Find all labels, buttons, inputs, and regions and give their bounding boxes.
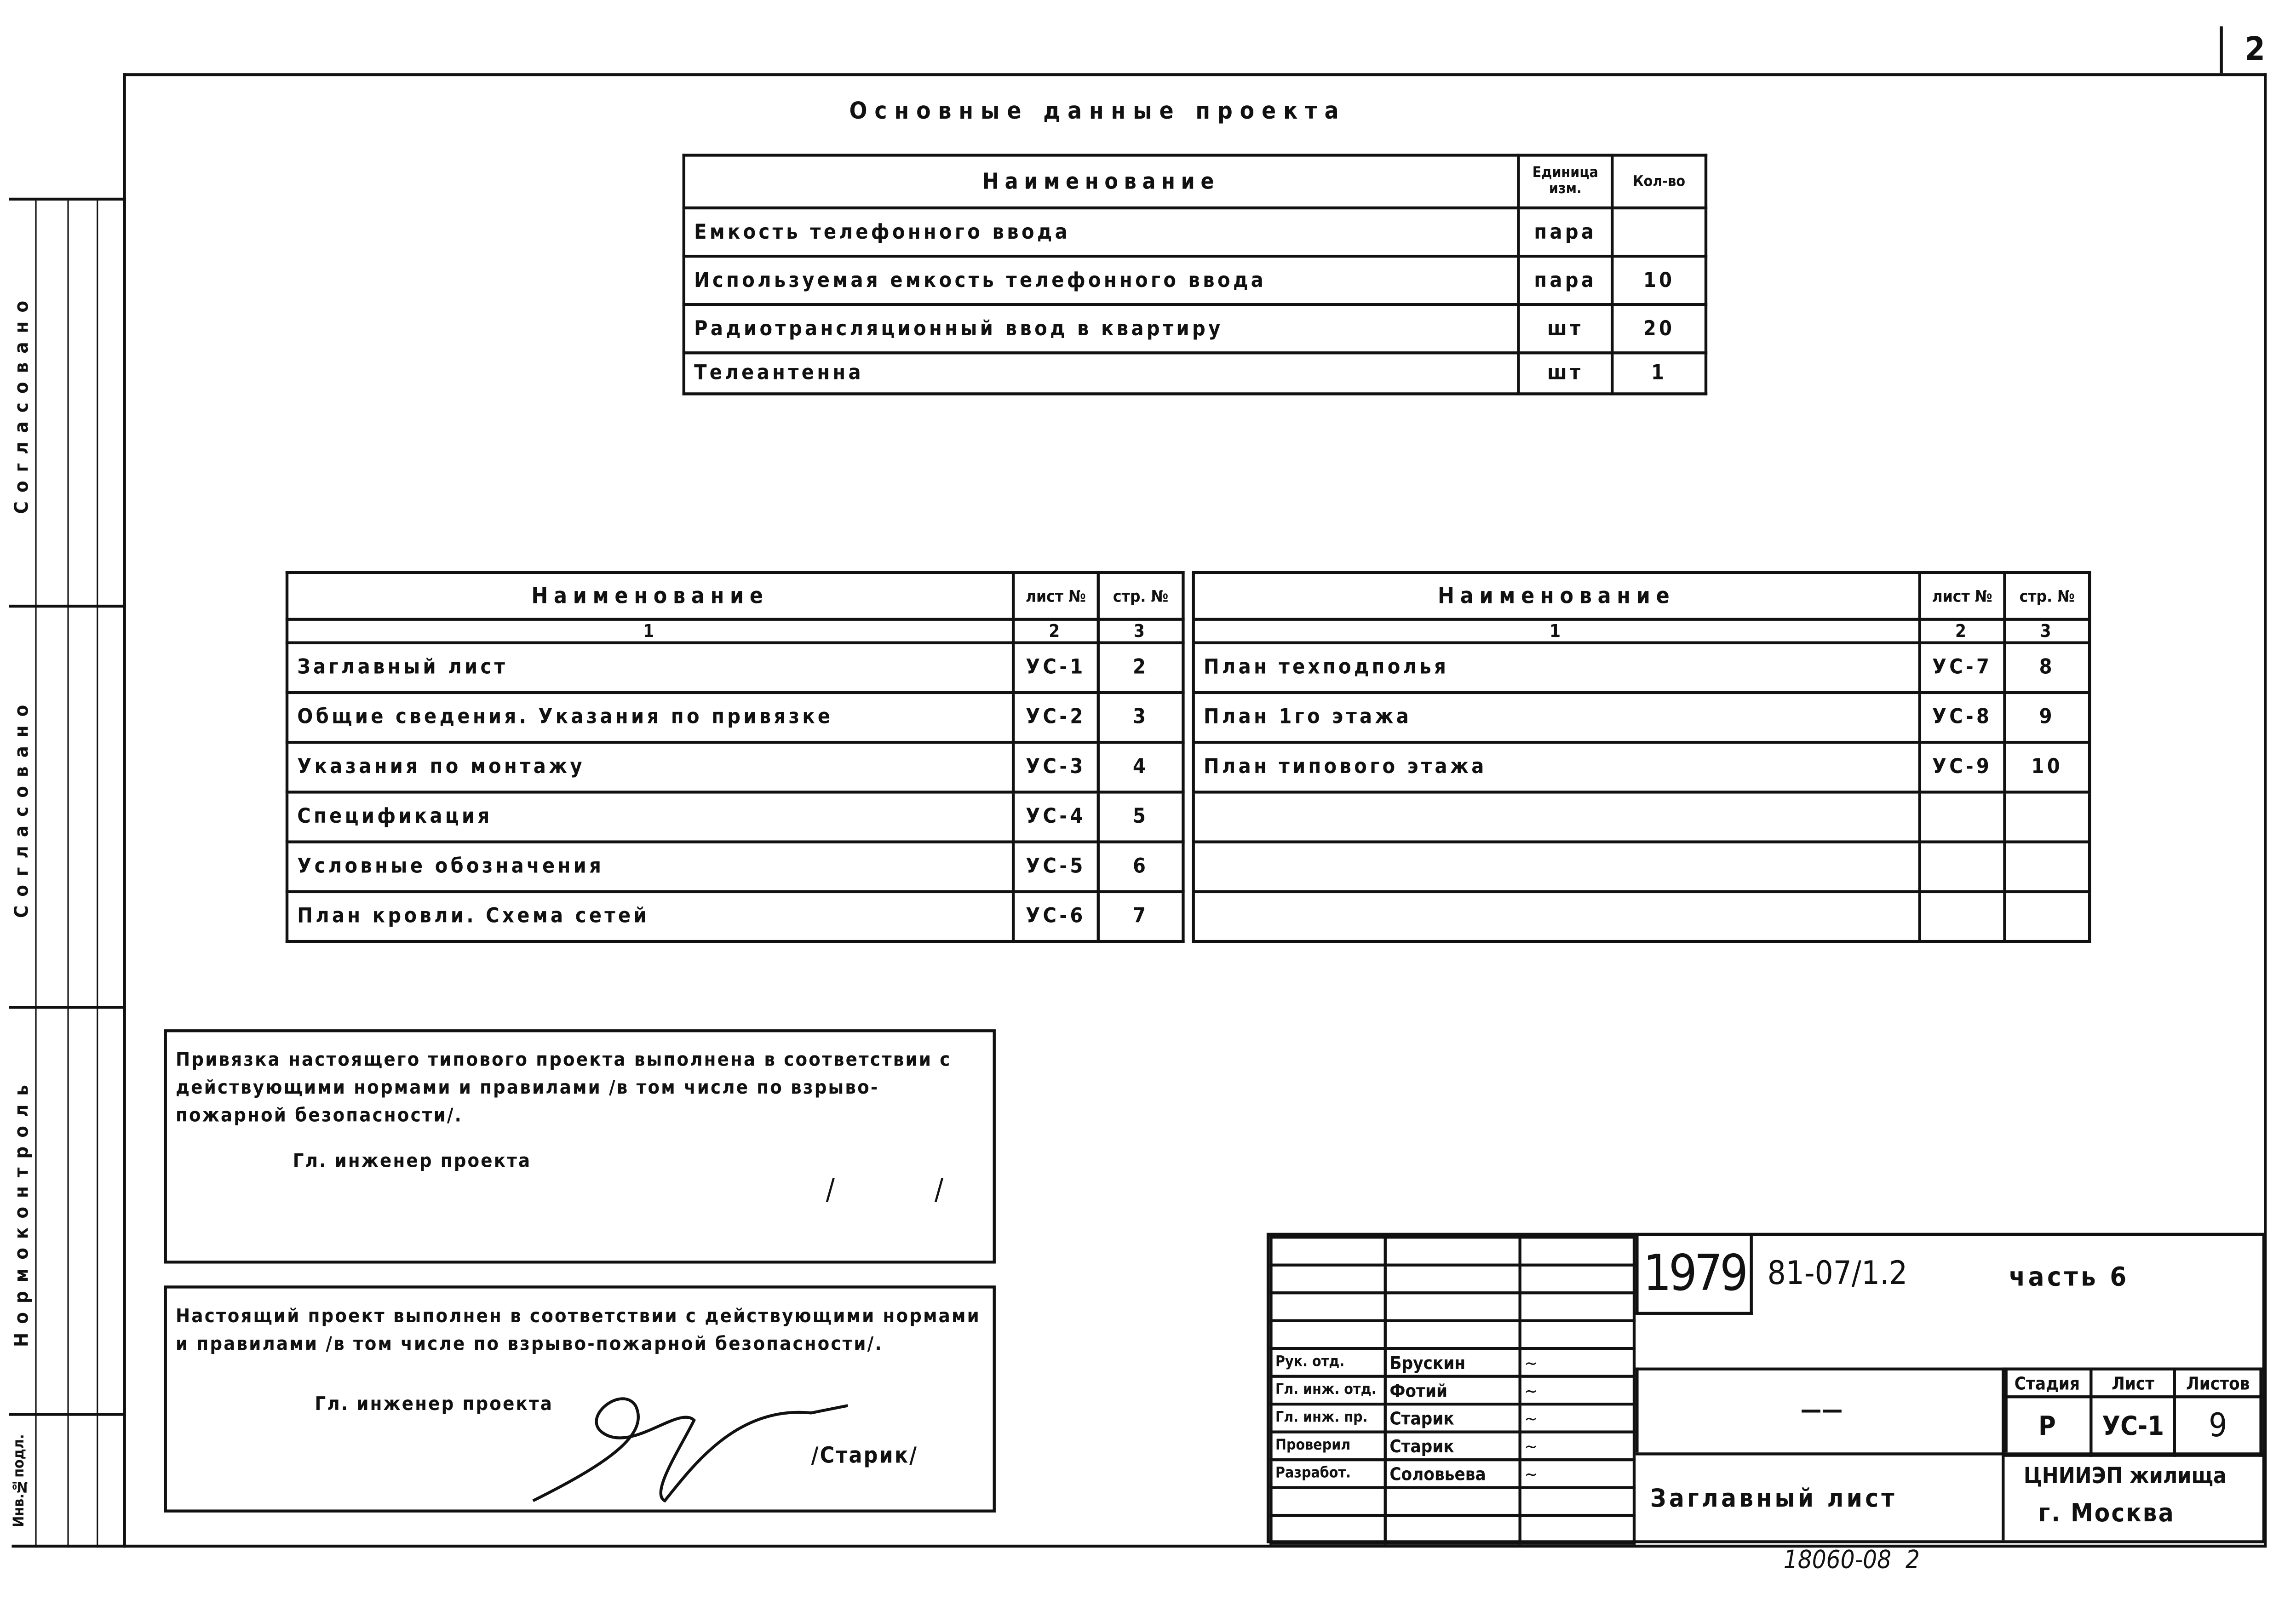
sheet-title: Заглавный лист [1650, 1485, 1898, 1514]
sheet-value: УС-1 [2091, 1397, 2175, 1455]
cell-page: 10 [2004, 742, 2089, 792]
table-row [684, 208, 1706, 256]
table-row [287, 693, 1183, 742]
cell-page: 7 [1098, 892, 1183, 941]
column-number: 3 [2004, 619, 2089, 643]
corner-sheet-number: 2 [2220, 26, 2287, 73]
project-code: 81-07/1.2 [1767, 1256, 1908, 1293]
side-label-agreed-2: Согласовано [11, 695, 34, 918]
role-label: Гл. инж. отд. [1271, 1376, 1385, 1404]
person-name: Брускин [1385, 1348, 1520, 1376]
main-data-table [683, 154, 1708, 395]
side-strip [9, 198, 126, 1548]
cell-name: Общие сведения. Указания по привязке [287, 693, 1013, 742]
cell-page: 5 [1098, 792, 1183, 842]
approval-table [1269, 1236, 1636, 1545]
person-name: Соловьева [1385, 1460, 1520, 1487]
signature-cell: ~ [1520, 1348, 1634, 1376]
cell-name: Указания по монтажу [287, 742, 1013, 792]
cell-name: План техподполья [1194, 643, 1920, 693]
sheets-value: 9 [2175, 1397, 2261, 1455]
role-label: Гл. инж. пр. [1271, 1404, 1385, 1432]
note-binding-signer: Гл. инженер проекта [293, 1151, 532, 1173]
stage-value: Р [2003, 1397, 2091, 1455]
cell-page: 3 [1098, 693, 1183, 742]
cell-unit: шт [1518, 353, 1612, 394]
header-sheet: лист № [1920, 573, 2005, 619]
cell-name: Спецификация [287, 792, 1013, 842]
note-compliance [164, 1285, 996, 1512]
note-compliance-signer: Гл. инженер проекта [315, 1393, 554, 1416]
cell-sheet [1920, 792, 2005, 842]
cell-name: Условные обозначения [287, 842, 1013, 892]
stage-header: Стадия [2003, 1369, 2091, 1397]
header-page: стр. № [1098, 573, 1183, 619]
table-row [287, 892, 1183, 941]
table-row [1194, 742, 2089, 792]
sheets-header: Листов [2175, 1369, 2261, 1397]
note-compliance-text: Настоящий проект выполнен в соответствии с действующими нормами и правилами /в том числе по взрыво-пожарной безопасности/. [176, 1306, 981, 1356]
frame-bottom-line [11, 1545, 2264, 1548]
table-row [287, 842, 1183, 892]
cell-sheet: УС-8 [1920, 693, 2005, 742]
cell-name: План кровли. Схема сетей [287, 892, 1013, 941]
signature-cell: ~ [1520, 1376, 1634, 1404]
cell-page [2004, 892, 2089, 941]
header-name: Наименование [1194, 573, 1920, 619]
cell-page: 9 [2004, 693, 2089, 742]
person-name: Старик [1385, 1432, 1520, 1460]
column-number: 1 [287, 619, 1013, 643]
stage-table [2002, 1368, 2262, 1457]
project-year: 1979 [1636, 1236, 1753, 1315]
cell-qty: 1 [1612, 353, 1706, 394]
role-label: Проверил [1271, 1432, 1385, 1460]
header-name: Наименование [684, 155, 1519, 208]
cell-name: Заглавный лист [287, 643, 1013, 693]
note-binding-text: Привязка настоящего типового проекта выполнена в соответствии с действующими нормами и правилами /в том числе по взрыво-пожарной безопасности/. [176, 1049, 952, 1128]
cell-page: 6 [1098, 842, 1183, 892]
sheet-header: Лист [2091, 1369, 2175, 1397]
column-number: 1 [1194, 619, 1920, 643]
cell-name: Используемая емкость телефонного ввода [684, 256, 1519, 304]
cell-unit: шт [1518, 304, 1612, 353]
header-qty: Кол-во [1612, 155, 1706, 208]
note-binding [164, 1029, 996, 1263]
title-block [1267, 1233, 2265, 1543]
header-name: Наименование [287, 573, 1013, 619]
table-row [684, 353, 1706, 394]
cell-name: План типового этажа [1194, 742, 1920, 792]
role-label: Разработ. [1271, 1460, 1385, 1487]
table-row [684, 304, 1706, 353]
column-number: 3 [1098, 619, 1183, 643]
cell-page [2004, 792, 2089, 842]
signature-cell: ~ [1520, 1432, 1634, 1460]
table-row [1194, 693, 2089, 742]
sheet-list-right [1192, 571, 2091, 943]
table-row [1194, 643, 2089, 693]
signature-slashes: / / [826, 1171, 945, 1207]
header-page: стр. № [2004, 573, 2089, 619]
cell-sheet: УС-4 [1013, 792, 1098, 842]
cell-unit: пара [1518, 256, 1612, 304]
cell-qty [1612, 208, 1706, 256]
side-label-normcontrol: Нормоконтроль [11, 1075, 34, 1347]
side-label-agreed-1: Согласовано [11, 292, 34, 514]
cell-name: Емкость телефонного ввода [684, 208, 1519, 256]
signature-cell: ~ [1520, 1460, 1634, 1487]
signature-cell: ~ [1520, 1404, 1634, 1432]
cell-name [1194, 842, 1920, 892]
table-row [287, 643, 1183, 693]
table-row [1194, 892, 2089, 941]
cell-qty: 10 [1612, 256, 1706, 304]
column-number: 2 [1920, 619, 2005, 643]
person-name: Фотий [1385, 1376, 1520, 1404]
cell-sheet: УС-5 [1013, 842, 1098, 892]
note-compliance-name: /Старик/ [811, 1442, 918, 1469]
cell-sheet [1920, 842, 2005, 892]
cell-sheet: УС-9 [1920, 742, 2005, 792]
cell-name: Радиотрансляционный ввод в квартиру [684, 304, 1519, 353]
signature-mark [518, 1376, 855, 1508]
cell-sheet: УС-7 [1920, 643, 2005, 693]
cell-name [1194, 892, 1920, 941]
side-label-inventory: Инв.№подл. [11, 1433, 28, 1527]
column-number: 2 [1013, 619, 1098, 643]
organization: ЦНИИЭП жилища [2023, 1462, 2227, 1489]
table-row [1194, 842, 2089, 892]
archive-number: 18060-08 2 [1783, 1546, 1920, 1576]
cell-name: План 1го этажа [1194, 693, 1920, 742]
person-name: Старик [1385, 1404, 1520, 1432]
cell-sheet [1920, 892, 2005, 941]
cell-unit: пара [1518, 208, 1612, 256]
table-row [684, 256, 1706, 304]
cell-sheet: УС-2 [1013, 693, 1098, 742]
cell-qty: 20 [1612, 304, 1706, 353]
header-sheet: лист № [1013, 573, 1098, 619]
cell-page: 2 [1098, 643, 1183, 693]
cell-page: 8 [2004, 643, 2089, 693]
cell-page [2004, 842, 2089, 892]
page-title: Основные данные проекта [849, 97, 1346, 125]
header-unit: Единица изм. [1518, 155, 1612, 208]
city: г. Москва [2038, 1499, 2175, 1529]
cell-name: Телеантенна [684, 353, 1519, 394]
title-dash: —— [1636, 1368, 2008, 1453]
table-row [1194, 792, 2089, 842]
project-part: часть 6 [2009, 1262, 2130, 1293]
sheet-list-left [286, 571, 1185, 943]
role-label: Рук. отд. [1271, 1348, 1385, 1376]
cell-sheet: УС-1 [1013, 643, 1098, 693]
cell-page: 4 [1098, 742, 1183, 792]
table-row [287, 742, 1183, 792]
table-row [287, 792, 1183, 842]
cell-sheet: УС-6 [1013, 892, 1098, 941]
cell-sheet: УС-3 [1013, 742, 1098, 792]
cell-name [1194, 792, 1920, 842]
